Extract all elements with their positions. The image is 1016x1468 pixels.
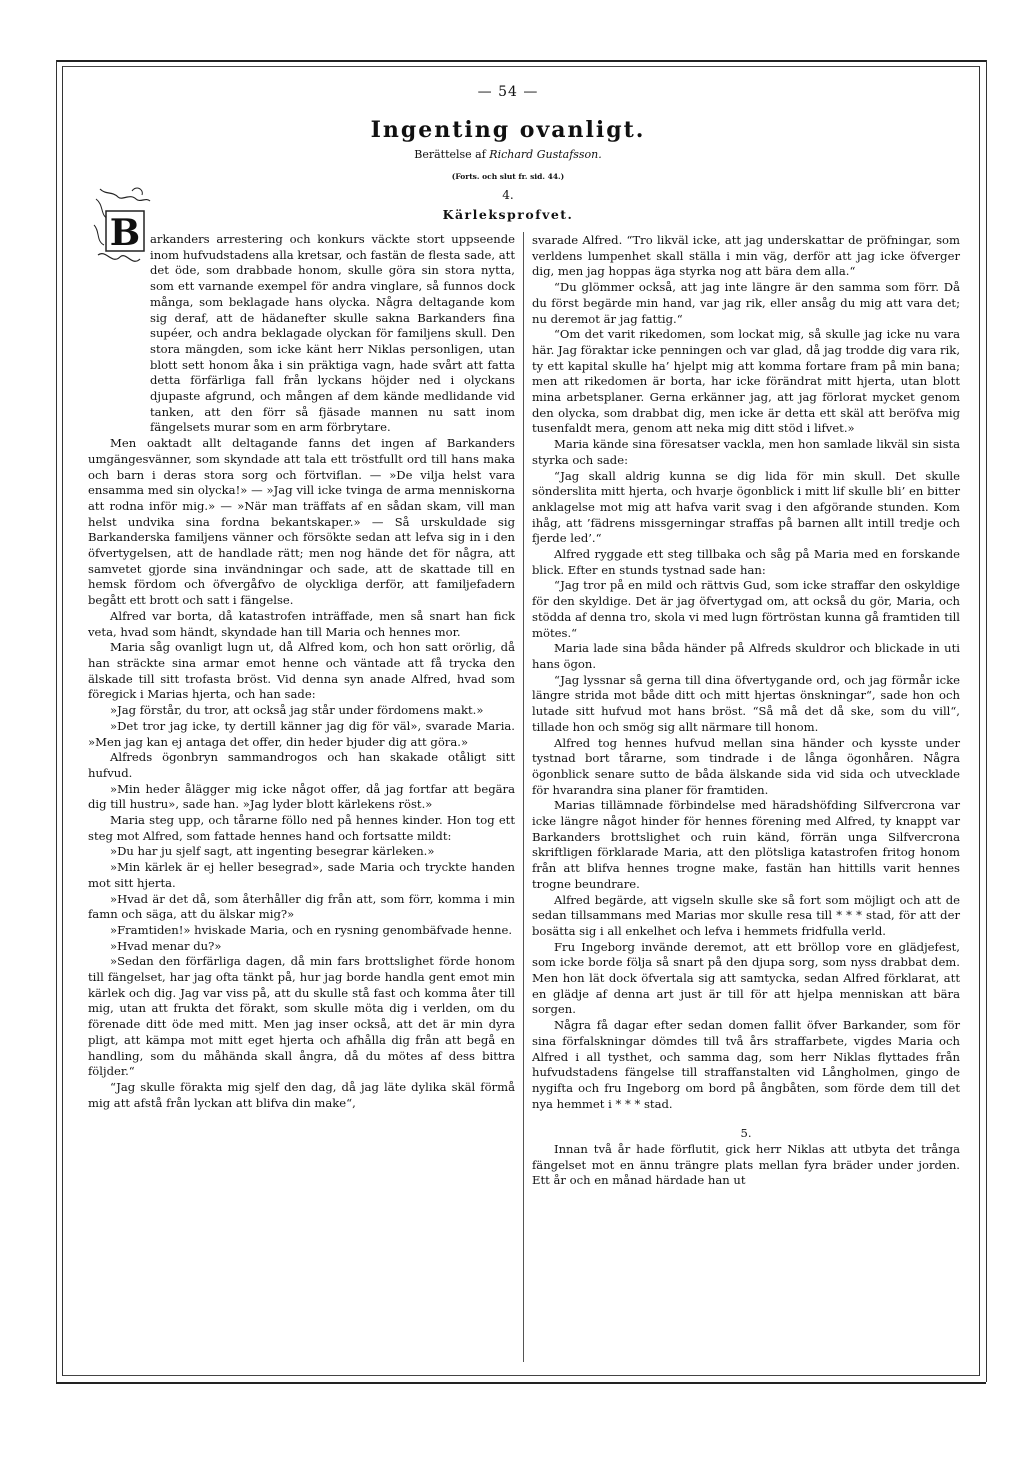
ornament-initial: B	[109, 212, 141, 254]
paragraph: Alfred var borta, då katastrofen inträffade, men så snart han fick veta, hvad som händt, skyndade han till Maria och hennes mor.	[88, 608, 515, 639]
paragraph: »Hvad menar du?»	[110, 938, 222, 953]
paragraph: “Jag tror på en mild och rättvis Gud, som icke straffar den oskyldige för den skyldige. Det är jag öfvertygad om, att också du gör, Maria, och stödda af denna tro, skola vi med lugn förtröstan kunna gå framtiden till mötes.“	[532, 578, 960, 640]
right-column	[532, 233, 960, 1189]
frame-right-border	[986, 60, 987, 1382]
section-number: 5.	[740, 1126, 752, 1141]
frame-right-inner-border	[979, 66, 980, 1376]
paragraph: »Du har ju sjelf sagt, att ingenting besegrar kärleken.»	[110, 844, 435, 859]
paragraph: Maria kände sina föresatser vackla, men hon samlade likväl sin sista styrka och sade:	[532, 437, 960, 467]
paragraph: Alfred tog hennes hufvud mellan sina händer och kysste under tystnad bort tårarne, som tindrade i de långa ögonhåren. Några ögonblick senare sutto de båda älskande sida vid sida och utvecklade för hvarandra sina planer för framtiden.	[532, 735, 960, 797]
paragraph: Alfreds ögonbryn sammandrogos och han skakade otåligt sitt hufvud.	[88, 750, 515, 780]
continuation-note: (Forts. och slut fr. sid. 44.)	[451, 172, 565, 181]
left-column	[88, 232, 515, 1111]
paragraph: “Jag skall aldrig kunna se dig lida för min skull. Det skulle sönderslita mitt hjerta, och hvarje ögonblick i mitt lif skulle bli’ en bitter anklagelse mot mig att hafva varit svag i den afgörande stunden. Kom ihåg, att ’fädrens missgerningar straffas på barnen allt intill tredje och fjerde led’.“	[532, 468, 960, 546]
paragraph: Marias tillämnade förbindelse med häradshöfding Silfvercrona var icke längre något hinder för hennes förening med Alfred, ty knappt var Barkanders brottslighet och ruin känd, förrän unga Silfvercrona skriftligen förklarade Maria, att den plötsliga katastrofen fritog honom från att blifva hennes trogne make, fastän han hittills varit hennes trogne beundrare.	[532, 798, 960, 891]
byline	[0, 148, 1016, 161]
column-divider	[523, 232, 524, 1362]
paragraph: Alfred begärde, att vigseln skulle ske så fort som möjligt och att de sedan tillsammans med Marias mor skulle resa till * * * stad, för att der bosätta sig i all enkelhet och lefva i hemmets fridfulla verld.	[532, 892, 960, 938]
paragraph: Några få dagar efter sedan domen fallit öfver Barkander, som för sina förfalskningar dömdes till två års straffarbete, vigdes Maria och Alfred i all tysthet, och samma dag, som herr Niklas flyttades från hufvudstadens fängelse till straffanstalten vid Långholmen, gingo de nygifta och fru Ingeborg om bord på ångbåten, som förde dem till det nya hemmet i * * * stad.	[532, 1018, 960, 1111]
paragraph: »Min kärlek är ej heller besegrad», sade Maria och tryckte handen mot sitt hjerta.	[88, 860, 515, 890]
paragraph: Maria lade sina båda händer på Alfreds skuldror och blickade in uti hans ögon.	[532, 641, 960, 671]
paragraph: svarade Alfred. “Tro likväl icke, att jag underskattar de pröfningar, som verldens lumpenhet skall ställa i min väg, derför att jag icke öfverger dig, men jag hoppas äga styrka nog att bära dem alla.“	[532, 233, 960, 279]
chapter-number: 4.	[502, 188, 514, 202]
byline-prefix: Berättelse af	[414, 148, 490, 161]
paragraph: »Sedan den förfärliga dagen, då min fars brottslighet förde honom till fängelset, har jag ofta tänkt på, hur jag borde handla gent emot min kärlek och dig. Jag var viss på, att du skulle stå fast och komma åter till mig, utan att frukta det förakt, som skulle möta dig i verlden, om du förenade ditt öde med mitt. Men jag inser också, att det är min dyra pligt, att kämpa mot mitt eget hjerta och afhålla dig från att begå en handling, som du måhända skall ångra, då du mötes af dess bittra följder.“	[88, 954, 515, 1079]
paragraph: »Jag förstår, du tror, att också jag står under fördomens makt.»	[110, 703, 484, 718]
paragraph: “Jag lyssnar så gerna till dina öfvertygande ord, och jag förmår icke längre strida mot både ditt och mitt hjertas önskningar“, sade hon och lutade sitt hufvud mot hans bröst. “Så må det då ske, som du vill“, tillade hon och smög sig allt närmare till honom.	[532, 672, 960, 734]
paragraph: »Hvad är det då, som återhåller dig från att, som förr, komma i min famn och säga, att du älskar mig?»	[88, 891, 515, 922]
paragraph: “Du glömmer också, att jag inte längre är den samma som förr. Då du först begärde min hand, var jag rik, eller ansåg du mig att vara det; nu deremot är jag fattig.“	[532, 280, 960, 326]
paragraph: “Om det varit rikedomen, som lockat mig, så skulle jag icke nu vara här. Jag föraktar icke penningen och var glad, då jag trodde dig vara rik, ty ett kapital skulle ha’ hjelpt mig att komma fortare fram på min bana; men att rikedomen är borta, har icke förändrat mitt hjerta, utan blott mina arbetsplaner. Gerna erkänner jag, att jag förlorat mycket genom den olycka, som drabbat dig, men icke är detta ett skäl att beröfva mig tusenfaldt mera, genom att neka mig ditt stöd i lifvet.»	[532, 327, 960, 436]
paragraph: »Det tror jag icke, ty dertill känner jag dig för väl», svarade Maria. »Men jag kan ej antaga det offer, din heder bjuder dig att göra.»	[88, 718, 515, 749]
frame-left-border	[56, 60, 57, 1382]
paragraph: Innan två år hade förflutit, gick herr Niklas att utbyta det trånga fängelset mot en ännu trängre plats mellan fyra bräder under jorden. Ett år och en månad härdade han ut	[532, 1142, 960, 1188]
paragraph: arkanders arrestering och konkurs väckte stort uppseende inom hufvudstadens alla kretsar, och fastän de flesta sade, att det öde, som drabbade honom, skulle göra sin stora nytta, som ett varnande exempel för andra vinglare, så funnos dock många, som beklagade hans olycka. Några deltagande kom sig deraf, att de hädanefter skulle sakna Barkanders fina supéer, och andra beklagade olyckan för familjens skull. Den stora mängden, som icke känt herr Niklas personligen, utan blott sett honom åka i sin präktiga vagn, hade svårt att fatta detta förfärliga fall från lyckans höjder ned i olyckans djupaste afgrund, och mången af dem kände medlidande vid tanken, att den förr så fjäsade mannen nu satt inom fängelsets murar som en arm förbrytare.	[150, 232, 515, 435]
paragraph: Maria steg upp, och tårarne föllo ned på hennes kinder. Hon tog ett steg mot Alfred, som fattade hennes hand och fortsatte mildt:	[88, 813, 515, 843]
paragraph: Maria såg ovanligt lugn ut, då Alfred kom, och hon satt orörlig, då han sträckte sina armar emot henne och väntade att få trycka den älskade till sitt trofasta bröst. Vid denna syn anade Alfred, hvad som föregick i Marias hjerta, och han sade:	[88, 640, 515, 702]
paragraph: Fru Ingeborg invände deremot, att ett bröllop vore en glädjefest, som icke borde följa så snart på den djupa sorg, som nyss drabbat dem. Men hon lät dock öfvertala sig att samtycka, sedan Alfred förklarat, att en glädje af denna art just är till för att hjelpa menniskan att bära sorgen.	[532, 939, 960, 1017]
paragraph: “Jag skulle förakta mig sjelf den dag, då jag läte dylika skäl förmå mig att afstå från lyckan att blifva din make“,	[88, 1079, 515, 1110]
page-number: — 54 —	[477, 84, 539, 100]
byline-author: Richard Gustafsson.	[489, 148, 602, 161]
frame-left-inner-border	[62, 66, 63, 1376]
article-title: Ingenting ovanligt.	[370, 117, 646, 143]
paragraph: Men oaktadt allt deltagande fanns det ingen af Barkanders umgängesvänner, som skyndade att tala ett tröstfullt ord till hans maka och barn i deras stora sorg och förtviflan. — »De vilja helst vara ensamma med sin olycka!» — »Jag vill icke tvinga de arma menniskorna att rodna inför mig.» — »När man träffats af en sådan skam, vill man helst undvika sina fordna bekantskaper.» — Så urskuldade sig Barkanderska familjens vänner och försökte sedan att lefva sig in i den öfvertygelsen, att de handlade rätt; men nog hände det för några, att samvetet gjorde sina invändningar och sade, att de skattade till en hemsk fördom och öfvergåfvo de olyckliga derför, att familjefadern begått ett brott och satt i fängelse.	[88, 436, 515, 608]
paragraph: »Framtiden!» hviskade Maria, och en rysning genombäfvade henne.	[110, 922, 513, 937]
paragraph: »Min heder ålägger mig icke något offer, då jag fortfar att begära dig till hustru», sade han. »Jag lyder blott kärlekens röst.»	[88, 781, 515, 812]
paragraph: Alfred ryggade ett steg tillbaka och såg på Maria med en forskande blick. Efter en stunds tystnad sade han:	[532, 547, 960, 577]
chapter-title: Kärleksprofvet.	[442, 207, 574, 222]
